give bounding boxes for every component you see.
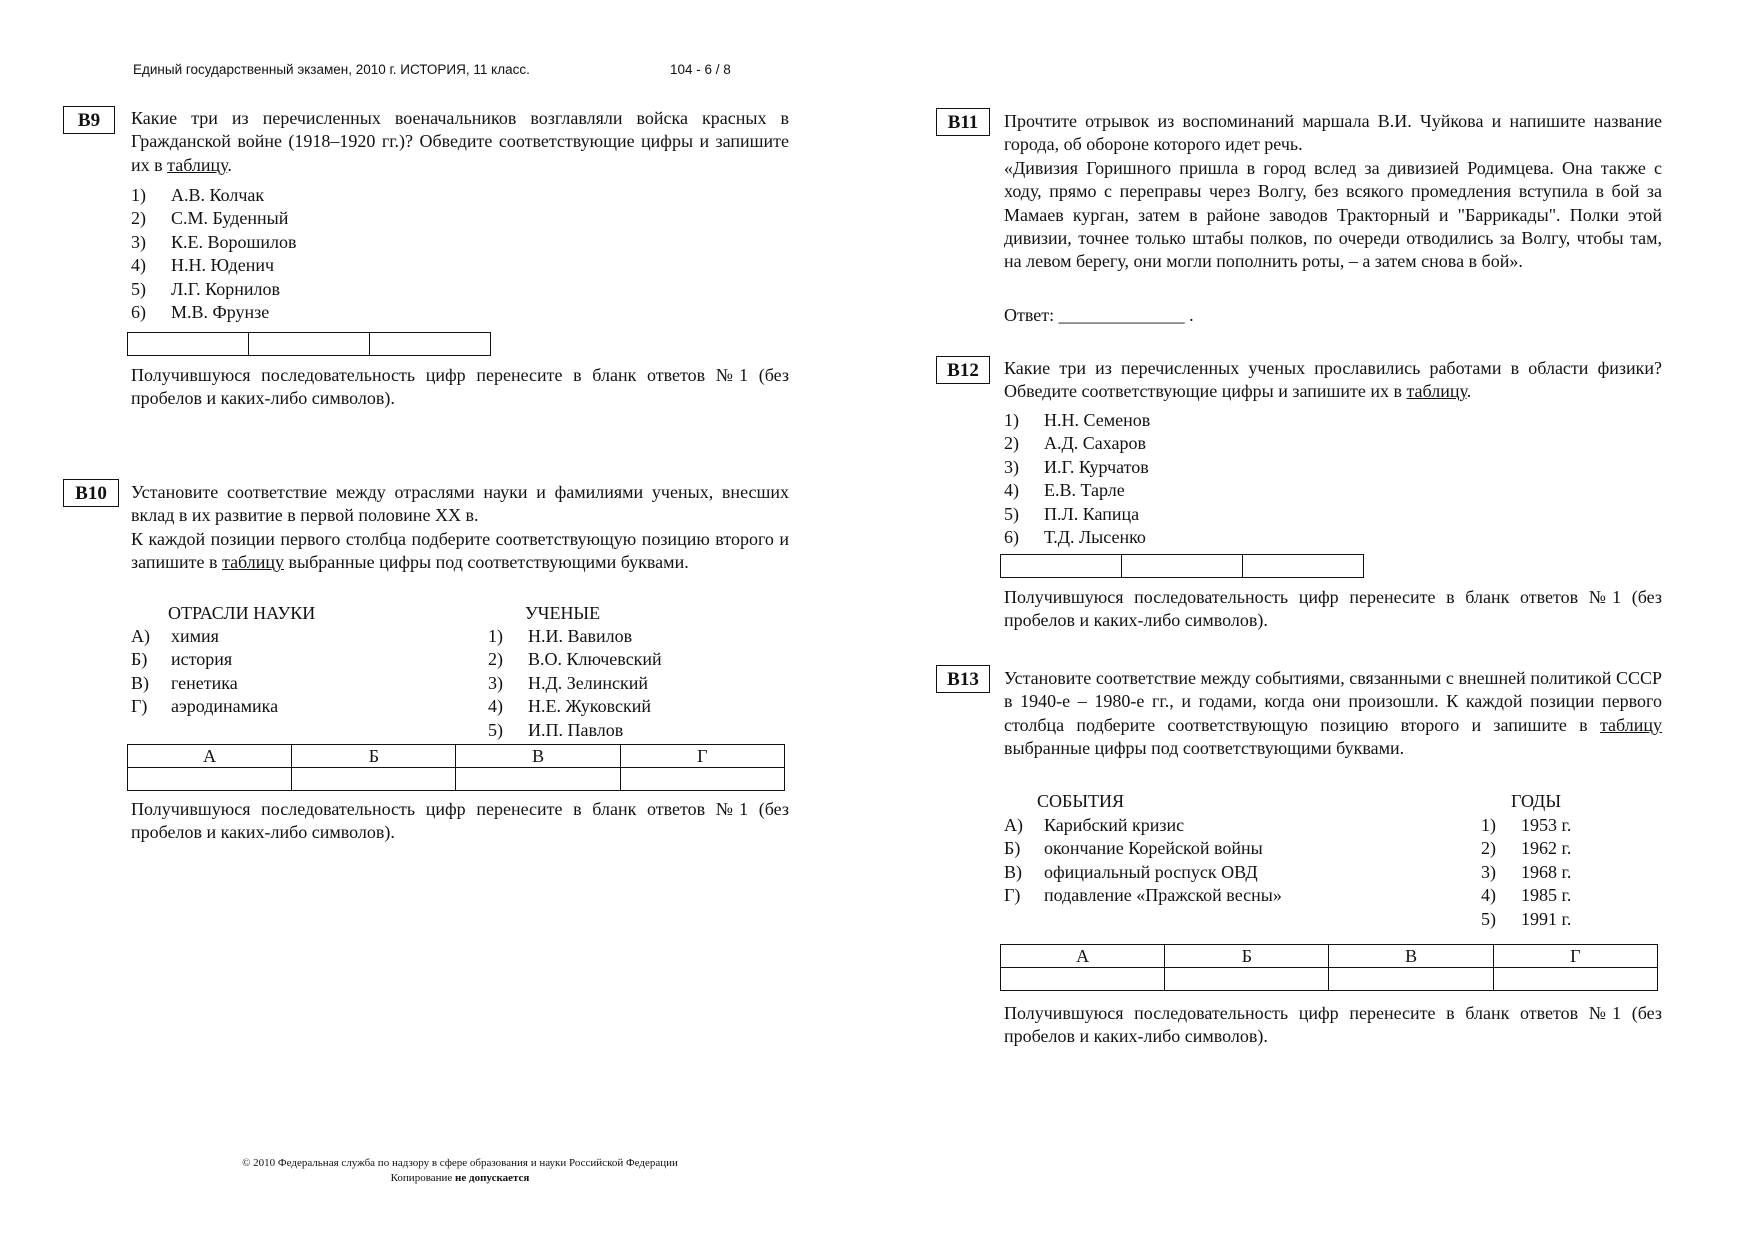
b10-answer-table xyxy=(127,744,785,791)
b10-right-item xyxy=(488,648,662,671)
b10-header-a: А xyxy=(128,745,292,768)
b10-question: Установите соответствие между отраслями науки и фамилиями ученых, внесших вклад в их развитие в первой половине XX в. К каждой позиции первого столбца подберите соответствующую позицию второго и запишите в таблицу выбранные цифры под соответствующими буквами. xyxy=(131,482,789,573)
b10-right-item-text: И.П. Павлов xyxy=(528,719,624,740)
b13-left-item xyxy=(1004,837,1263,860)
b10-right-item-number: 5) xyxy=(488,719,503,740)
b9-option xyxy=(131,231,296,254)
b10-right-item-text: Н.И. Вавилов xyxy=(528,626,633,646)
b12-option xyxy=(1004,526,1146,549)
b10-left-item-text: история xyxy=(171,649,233,670)
b10-right-item xyxy=(488,672,648,695)
b13-header-v: В xyxy=(1329,945,1493,968)
b10-table-link: таблицу xyxy=(221,552,285,573)
b12-option-text: И.Г. Курчатов xyxy=(1044,456,1149,477)
b13-header-g: Г xyxy=(1493,945,1657,968)
b10-left-item-number: В) xyxy=(131,672,149,693)
b11-quote: «Дивизия Горишного пришла в город вслед за дивизией Родимцева. Она также с ходу, прямо с переправы через Волгу, без всякого промедления вступила в бой за Мамаев курган, затем в районе заводов Тракторный и "Баррикады". Полки этой дивизии, точнее только штабы полков, по очереди отводились за Волгу, чтобы там, на левом берегу, они могли пополнить роты, – а затем снова в бой». xyxy=(1004,157,1662,272)
b12-option xyxy=(1004,479,1125,502)
question-id-b10: B10 xyxy=(63,479,119,507)
b13-left-item-number: А) xyxy=(1004,815,1023,835)
b13-right-item-number: 3) xyxy=(1481,861,1496,882)
b10-right-item-number: 1) xyxy=(488,626,503,646)
b13-right-item-number: 5) xyxy=(1481,908,1496,929)
b12-option-number: 4) xyxy=(1004,480,1019,501)
b13-left-item-text: окончание Корейской войны xyxy=(1044,838,1263,859)
b10-right-item-text: В.О. Ключевский xyxy=(528,649,662,670)
b13-header-a: А xyxy=(1001,945,1165,968)
b10-left-header: ОТРАСЛИ НАУКИ xyxy=(168,603,316,623)
b10-right-item xyxy=(488,625,632,648)
b12-option xyxy=(1004,432,1146,455)
b9-option-number: 5) xyxy=(131,278,146,299)
question-id-b12: B12 xyxy=(936,356,990,384)
b13-left-item xyxy=(1004,814,1184,837)
b10-right-item-text: Н.Д. Зелинский xyxy=(528,672,649,693)
b9-option-text: М.В. Фрунзе xyxy=(171,302,270,322)
b12-answer-cell[interactable] xyxy=(1001,555,1122,578)
b13-right-item-text: 1962 г. xyxy=(1521,838,1572,859)
b13-right-item-number: 4) xyxy=(1481,885,1496,906)
b9-table-link: таблицу xyxy=(167,154,228,175)
b13-left-item-text: подавление «Пражской весны» xyxy=(1044,885,1282,906)
b10-answer-cell[interactable] xyxy=(456,768,620,791)
b9-option-text: К.Е. Ворошилов xyxy=(171,231,297,252)
b13-left-item-number: Б) xyxy=(1004,838,1021,859)
b11-answer-field[interactable]: Ответ: ______________ . xyxy=(1004,305,1194,325)
b13-instruction: Получившуюся последовательность цифр перенесите в бланк ответов №1 (без пробелов и каких-либо символов). xyxy=(1004,1003,1662,1047)
b10-right-item xyxy=(488,695,651,718)
b13-right-item-text: 1953 г. xyxy=(1521,815,1572,835)
b13-right-item-text: 1968 г. xyxy=(1521,861,1572,882)
b10-header-v: В xyxy=(456,745,620,768)
b13-right-item xyxy=(1481,814,1571,837)
b10-left-item-number: А) xyxy=(131,626,150,646)
b9-option-number: 3) xyxy=(131,231,146,252)
b10-left-item xyxy=(131,625,219,648)
question-id-b9: B9 xyxy=(63,106,115,134)
b13-right-item xyxy=(1481,837,1571,860)
b12-option-text: А.Д. Сахаров xyxy=(1044,433,1147,454)
b13-right-item-text: 1985 г. xyxy=(1521,885,1572,906)
b13-left-item-number: В) xyxy=(1004,861,1022,882)
b10-answer-cell[interactable] xyxy=(292,768,456,791)
b13-answer-cell[interactable] xyxy=(1329,968,1493,991)
b10-header-g: Г xyxy=(620,745,784,768)
footer-copy-notice: Копирование не допускается xyxy=(390,1172,530,1184)
b12-answer-cell[interactable] xyxy=(1243,555,1364,578)
b13-left-header: СОБЫТИЯ xyxy=(1037,791,1125,811)
b13-left-item-text: официальный роспуск ОВД xyxy=(1044,861,1258,882)
b10-left-item-number: Б) xyxy=(131,649,148,670)
b9-answer-table xyxy=(127,332,491,356)
b9-instruction: Получившуюся последовательность цифр перенесите в бланк ответов №1 (без пробелов и каких-либо символов). xyxy=(131,365,789,409)
b10-left-item-text: аэродинамика xyxy=(171,696,279,717)
b13-question: Установите соответствие между событиями, связанными с внешней политикой СССР в 1940-е – 1980-е гг., и годами, когда они произошли. К каждой позиции первого столбца подберите соответствующую позицию второго и запишите в таблицу выбранные цифры под соответствующими буквами. xyxy=(1004,668,1662,759)
b12-option-number: 3) xyxy=(1004,456,1019,477)
b13-right-item xyxy=(1481,908,1571,931)
b10-instruction: Получившуюся последовательность цифр перенесите в бланк ответов №1 (без пробелов и каких-либо символов). xyxy=(131,799,789,843)
b10-left-item-text: генетика xyxy=(171,672,238,693)
b12-option xyxy=(1004,409,1150,432)
b13-answer-table xyxy=(1000,944,1658,991)
b13-right-item-number: 1) xyxy=(1481,815,1496,835)
b9-option-text: Н.Н. Юденич xyxy=(171,255,275,276)
b13-left-item xyxy=(1004,884,1282,907)
b13-answer-cell[interactable] xyxy=(1165,968,1329,991)
b10-left-item-text: химия xyxy=(171,626,219,646)
b10-right-item-number: 2) xyxy=(488,649,503,670)
b9-option xyxy=(131,254,274,277)
footer-copyright: © 2010 Федеральная служба по надзору в сфере образования и науки Российской Федерации xyxy=(242,1157,678,1169)
header-title: Единый государственный экзамен, 2010 г. ИСТОРИЯ, 11 класс. xyxy=(133,62,530,77)
b10-right-header: УЧЕНЫЕ xyxy=(525,603,601,623)
b12-option xyxy=(1004,456,1149,479)
b12-option-text: П.Л. Капица xyxy=(1044,503,1140,524)
b13-left-item xyxy=(1004,861,1258,884)
b12-answer-cell[interactable] xyxy=(1122,555,1243,578)
b9-option xyxy=(131,278,280,301)
b13-right-item xyxy=(1481,884,1571,907)
b9-option-text: Л.Г. Корнилов xyxy=(171,278,280,299)
b9-option-number: 4) xyxy=(131,255,146,276)
b12-option-text: Е.В. Тарле xyxy=(1044,480,1125,501)
b13-right-header: ГОДЫ xyxy=(1511,791,1562,811)
b12-answer-table xyxy=(1000,554,1364,578)
b9-option-number: 1) xyxy=(131,185,146,205)
b9-answer-cell[interactable] xyxy=(370,333,491,356)
b10-answer-cell[interactable] xyxy=(620,768,784,791)
b9-option xyxy=(131,184,264,207)
b9-option-number: 2) xyxy=(131,208,146,229)
b12-option-number: 6) xyxy=(1004,527,1019,547)
b10-right-item-number: 3) xyxy=(488,672,503,693)
b9-option xyxy=(131,207,288,230)
question-id-b11: B11 xyxy=(936,108,990,136)
b13-right-item-number: 2) xyxy=(1481,838,1496,859)
b12-option-text: Н.Н. Семенов xyxy=(1044,410,1151,430)
b10-answer-cell[interactable] xyxy=(128,768,292,791)
b11-question: Прочтите отрывок из воспоминаний маршала В.И. Чуйкова и напишите название города, об обороне которого идет речь. «Дивизия Горишного пришла в город вслед за дивизией Родимцева. Она также с ходу, прямо с переправы через Волгу, без всякого промедления вступила в бой за Мамаев курган, затем в районе заводов Тракторный и "Баррикады". Полки этой дивизии, точнее только штабы полков, по очереди отводились за Волгу, чтобы там, на левом берегу, они могли пополнить роты, – а затем снова в бой». xyxy=(1004,110,1662,274)
b12-option-number: 5) xyxy=(1004,503,1019,524)
b12-option-number: 1) xyxy=(1004,410,1019,430)
b9-question: Какие три из перечисленных военачальников возглавляли войска красных в Гражданской войне (1918–1920 гг.)? Обведите соответствующие цифры и запишите их в таблицу. xyxy=(131,108,789,175)
b9-option-number: 6) xyxy=(131,302,146,322)
b10-right-item-number: 4) xyxy=(488,696,503,717)
b13-left-item-number: Г) xyxy=(1004,885,1021,906)
b9-answer-cell[interactable] xyxy=(249,333,370,356)
b12-table-link: таблицу xyxy=(1406,381,1467,402)
b9-option-text: С.М. Буденный xyxy=(171,208,289,229)
b13-left-item-text: Карибский кризис xyxy=(1044,815,1185,835)
question-id-b13: B13 xyxy=(936,665,990,693)
b10-left-item-number: Г) xyxy=(131,696,148,717)
b12-instruction: Получившуюся последовательность цифр перенесите в бланк ответов №1 (без пробелов и каких-либо символов). xyxy=(1004,587,1662,631)
b10-header-b: Б xyxy=(292,745,456,768)
b10-left-item xyxy=(131,695,278,718)
b9-option xyxy=(131,301,269,324)
b10-left-item xyxy=(131,672,238,695)
b13-right-item xyxy=(1481,861,1571,884)
page-number: 104 - 6 / 8 xyxy=(670,62,731,77)
b12-question: Какие три из перечисленных ученых прославились работами в области физики? Обведите соответствующие цифры и запишите их в таблицу. xyxy=(1004,358,1662,402)
b10-right-item-text: Н.Е. Жуковский xyxy=(528,696,651,717)
b9-option-text: А.В. Колчак xyxy=(171,185,265,205)
footer xyxy=(160,1156,760,1186)
b12-option xyxy=(1004,503,1139,526)
b12-option-text: Т.Д. Лысенко xyxy=(1044,527,1146,547)
b13-right-item-text: 1991 г. xyxy=(1521,908,1572,929)
b10-right-item xyxy=(488,719,623,742)
b12-option-number: 2) xyxy=(1004,433,1019,454)
b10-left-item xyxy=(131,648,232,671)
b13-table-link: таблицу xyxy=(1599,714,1662,735)
b13-header-b: Б xyxy=(1165,945,1329,968)
b13-answer-cell[interactable] xyxy=(1001,968,1165,991)
b13-answer-cell[interactable] xyxy=(1493,968,1657,991)
b9-answer-cell[interactable] xyxy=(128,333,249,356)
